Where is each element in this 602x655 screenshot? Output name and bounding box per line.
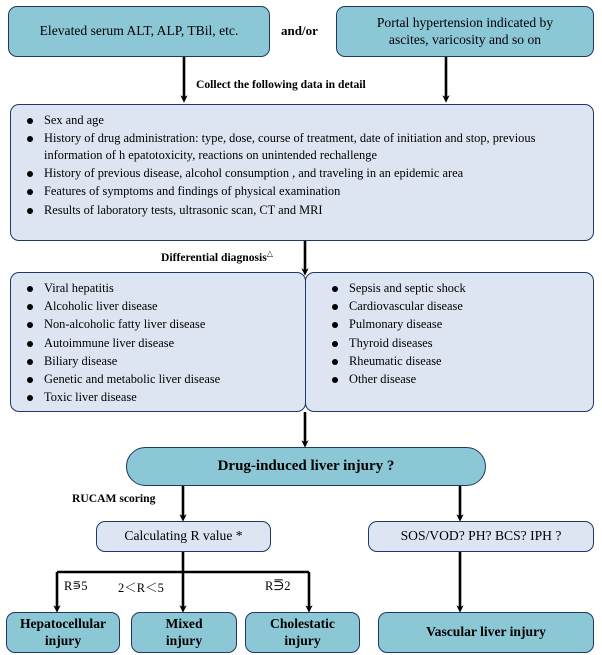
node-vascular-liver-injury[interactable]	[378, 612, 594, 653]
list-item: Thyroid diseases	[328, 335, 583, 352]
node-elevated-serum-markers-label: Elevated serum ALT, ALP, TBil, etc.	[39, 23, 239, 39]
node-cholestatic-injury[interactable]	[245, 612, 360, 653]
node-calculating-r-value[interactable]	[96, 521, 271, 552]
list-item: Non-alcoholic fatty liver disease	[23, 316, 295, 333]
rucam-scoring-text: RUCAM scoring	[72, 492, 156, 505]
node-mixed-injury-line2: injury	[165, 632, 203, 648]
node-mixed-injury-line1: Mixed	[165, 615, 203, 631]
and-or-text: and/or	[281, 23, 318, 38]
r-ge-5-text: R⋾5	[64, 579, 88, 593]
node-dili-question-label: Drug-induced liver injury ?	[217, 458, 395, 475]
list-item: History of previous disease, alcohol consumption , and traveling in an epidemic area	[23, 165, 583, 182]
r-le-2-text: R⋽2	[265, 579, 291, 593]
node-hepatocellular-injury-line1: Hepatocellular	[19, 615, 107, 631]
branch-label-r-le-2	[265, 578, 290, 594]
list-item: Sex and age	[23, 112, 583, 129]
list-item: Toxic liver disease	[23, 389, 295, 406]
list-item: Genetic and metabolic liver disease	[23, 371, 295, 388]
list-item: Pulmonary disease	[328, 316, 583, 333]
list-item: Biliary disease	[23, 353, 295, 370]
list-item: Rheumatic disease	[328, 353, 583, 370]
node-differential-systemic[interactable]	[305, 272, 594, 412]
node-hepatocellular-injury-line2: injury	[44, 632, 82, 648]
list-item: Results of laboratory tests, ultrasonic scan, CT and MRI	[23, 202, 583, 219]
list-item: Other disease	[328, 371, 583, 388]
node-vascular-liver-injury-label: Vascular liver injury	[426, 624, 546, 640]
list-item: History of drug administration: type, dose, course of treatment, date of initiation and stop, previous information of h epatotoxicity, reactions on unintended rechallenge	[23, 130, 583, 163]
and-or-connector-label	[281, 23, 318, 39]
node-cholestatic-injury-line2: injury	[284, 632, 321, 648]
edge-label-rucam-scoring	[72, 492, 155, 505]
list-item: Autoimmune liver disease	[23, 335, 295, 352]
list-item: Alcoholic liver disease	[23, 298, 295, 315]
node-vascular-question[interactable]	[368, 521, 594, 552]
node-elevated-serum-markers[interactable]	[8, 6, 270, 57]
differential-diagnosis-superscript: △	[266, 249, 273, 258]
list-item: Viral hepatitis	[23, 280, 295, 297]
node-cholestatic-injury-line1: Cholestatic	[270, 615, 335, 631]
branch-label-r-between	[118, 578, 164, 596]
node-portal-hypertension-line1: Portal hypertension indicated by	[376, 14, 554, 30]
node-hepatocellular-injury[interactable]	[6, 612, 120, 653]
node-data-collection[interactable]	[10, 104, 594, 241]
node-portal-hypertension-line2: ascites, varicosity and so on	[388, 31, 542, 47]
node-mixed-injury[interactable]	[131, 612, 237, 653]
list-item: Features of symptoms and findings of physical examination	[23, 183, 583, 200]
branch-label-r-ge-5	[64, 578, 88, 594]
r-between-text: 2＜R＜5	[118, 581, 164, 595]
node-differential-hepatic[interactable]	[10, 272, 306, 412]
node-calculating-r-value-label: Calculating R value *	[124, 528, 243, 544]
list-item: Cardiovascular disease	[328, 298, 583, 315]
node-portal-hypertension[interactable]	[336, 6, 594, 57]
edge-label-differential-diagnosis	[161, 248, 273, 264]
edge-label-collect-data	[196, 78, 366, 91]
differential-diagnosis-text: Differential diagnosis	[161, 250, 267, 264]
node-dili-question[interactable]	[126, 447, 486, 486]
node-vascular-question-label: SOS/VOD? PH? BCS? IPH ?	[400, 528, 562, 544]
list-item: Sepsis and septic shock	[328, 280, 583, 297]
collect-data-text: Collect the following data in detail	[196, 78, 366, 91]
